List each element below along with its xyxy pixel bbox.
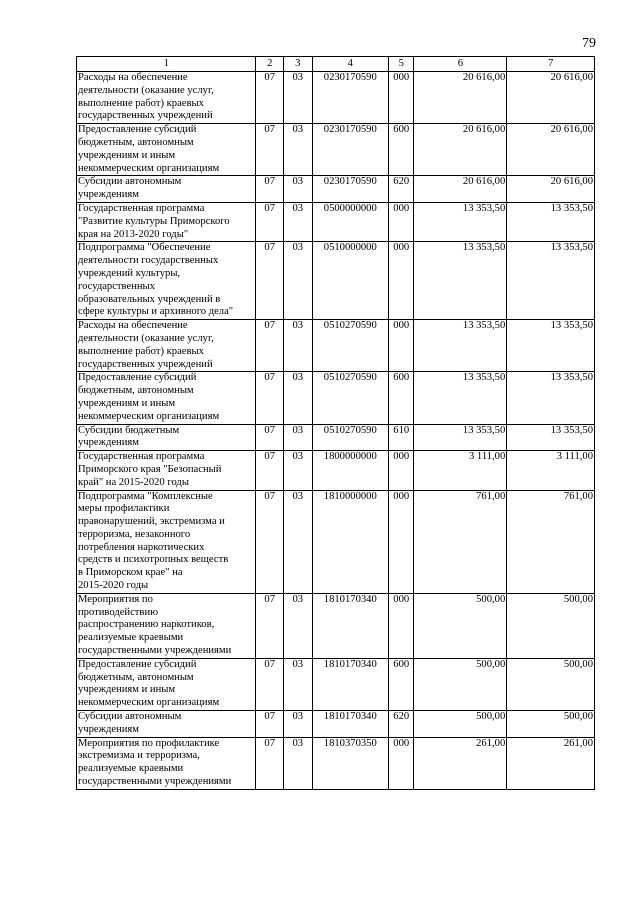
row-name-line: Расходы на обеспечение	[78, 320, 188, 332]
row-name-line: Предоставление субсидий	[78, 658, 197, 670]
amount-col6-cell: 13 353,50	[414, 424, 507, 451]
table-row	[77, 176, 595, 203]
amount-col7-cell: 500,00	[507, 593, 595, 658]
row-name-line: Расходы на обеспечение	[78, 72, 188, 83]
column-header-7: 7	[507, 57, 595, 72]
subsection-code-cell: 03	[283, 176, 312, 203]
subsection-code-cell: 03	[283, 658, 312, 710]
row-name-line: учреждениям и иным	[78, 149, 176, 161]
row-name-line: бюджетным, автономным	[78, 136, 194, 148]
row-name-line: правонарушений, экстремизма и	[78, 516, 225, 528]
row-name-line: государственных учреждений	[78, 110, 213, 122]
table-row	[77, 202, 595, 241]
target-article-cell: 0230170590	[312, 72, 388, 124]
amount-col6-cell: 500,00	[414, 711, 507, 738]
section-code-cell: 07	[256, 124, 284, 176]
section-code-cell: 07	[256, 372, 284, 424]
expense-type-cell: 000	[389, 451, 414, 490]
amount-col6-cell: 500,00	[414, 593, 507, 658]
column-header-1: 1	[77, 57, 256, 72]
row-name-line: государственными учреждениями	[78, 645, 232, 657]
row-name-line: Подпрограмма "Комплексные	[78, 490, 213, 502]
row-name-line: учреждениям	[78, 723, 139, 735]
section-code-cell: 07	[256, 176, 284, 203]
amount-col7-cell: 13 353,50	[507, 242, 595, 320]
row-name-line: потребления наркотических	[78, 541, 205, 553]
row-name-line: в Приморском крае" на	[78, 567, 183, 579]
row-name-cell	[77, 372, 256, 424]
row-name-cell	[77, 72, 256, 124]
amount-col7-cell: 20 616,00	[507, 72, 595, 124]
row-name-cell	[77, 711, 256, 738]
amount-col6-cell: 13 353,50	[414, 320, 507, 372]
amount-col6-cell: 20 616,00	[414, 72, 507, 124]
target-article-cell: 0500000000	[312, 202, 388, 241]
subsection-code-cell: 03	[283, 490, 312, 593]
table-row	[77, 320, 595, 372]
row-name-cell	[77, 202, 256, 241]
expense-type-cell: 610	[389, 424, 414, 451]
target-article-cell: 0230170590	[312, 124, 388, 176]
row-name-line: государственных	[78, 280, 155, 292]
row-name-line: некоммерческим организациям	[78, 410, 220, 422]
target-article-cell: 1810170340	[312, 711, 388, 738]
row-name-line: Субсидии автономным	[78, 711, 182, 723]
expense-type-cell: 600	[389, 124, 414, 176]
subsection-code-cell: 03	[283, 202, 312, 241]
expense-type-cell: 000	[389, 490, 414, 593]
row-name-line: учреждениям и иным	[78, 684, 176, 696]
row-name-line: Приморского края "Безопасный	[78, 463, 222, 475]
amount-col7-cell: 761,00	[507, 490, 595, 593]
subsection-code-cell: 03	[283, 72, 312, 124]
row-name-line: бюджетным, автономным	[78, 671, 194, 683]
row-name-cell	[77, 451, 256, 490]
row-name-line: государственными учреждениями	[78, 776, 232, 788]
row-name-line: Субсидии бюджетным	[78, 424, 180, 436]
subsection-code-cell: 03	[283, 372, 312, 424]
row-name-line: деятельности (оказание услуг,	[78, 332, 214, 344]
row-name-line: Предоставление субсидий	[78, 372, 197, 384]
row-name-line: деятельности (оказание услуг,	[78, 84, 214, 96]
amount-col7-cell: 261,00	[507, 737, 595, 789]
amount-col6-cell: 500,00	[414, 658, 507, 710]
column-header-4: 4	[312, 57, 388, 72]
target-article-cell: 0230170590	[312, 176, 388, 203]
row-name-cell	[77, 737, 256, 789]
row-name-line: деятельности государственных	[78, 255, 219, 267]
amount-col6-cell: 13 353,50	[414, 372, 507, 424]
subsection-code-cell: 03	[283, 737, 312, 789]
table-row	[77, 124, 595, 176]
table-row	[77, 593, 595, 658]
row-name-line: некоммерческим организациям	[78, 697, 220, 709]
row-name-line: Субсидии автономным	[78, 176, 182, 188]
subsection-code-cell: 03	[283, 424, 312, 451]
row-name-line: Мероприятия по профилактике	[78, 737, 220, 749]
target-article-cell: 1810170340	[312, 658, 388, 710]
section-code-cell: 07	[256, 593, 284, 658]
target-article-cell: 1810000000	[312, 490, 388, 593]
expense-type-cell: 600	[389, 658, 414, 710]
row-name-line: учреждений культуры,	[78, 267, 181, 279]
row-name-line: реализуемые краевыми	[78, 763, 184, 775]
expense-type-cell: 620	[389, 711, 414, 738]
table-row	[77, 737, 595, 789]
amount-col7-cell: 13 353,50	[507, 320, 595, 372]
row-name-cell	[77, 658, 256, 710]
row-name-line: средств и психотропных веществ	[78, 554, 229, 566]
amount-col7-cell: 13 353,50	[507, 424, 595, 451]
amount-col6-cell: 761,00	[414, 490, 507, 593]
row-name-line: Мероприятия по	[78, 593, 153, 605]
row-name-line: экстремизма и терроризма,	[78, 750, 200, 762]
row-name-cell	[77, 490, 256, 593]
row-name-line: сфере культуры и архивного дела"	[78, 306, 234, 318]
expense-type-cell: 600	[389, 372, 414, 424]
target-article-cell: 1810370350	[312, 737, 388, 789]
amount-col6-cell: 20 616,00	[414, 176, 507, 203]
column-header-5: 5	[389, 57, 414, 72]
header-row	[77, 57, 595, 72]
section-code-cell: 07	[256, 424, 284, 451]
table-row	[77, 451, 595, 490]
row-name-line: учреждениям	[78, 437, 139, 449]
row-name-line: Государственная программа	[78, 451, 205, 463]
subsection-code-cell: 03	[283, 242, 312, 320]
row-name-line: выполнение работ) краевых	[78, 345, 204, 357]
page-number: 79	[582, 36, 596, 51]
amount-col6-cell: 13 353,50	[414, 202, 507, 241]
expense-type-cell: 000	[389, 242, 414, 320]
section-code-cell: 07	[256, 202, 284, 241]
column-header-2: 2	[256, 57, 284, 72]
amount-col7-cell: 13 353,50	[507, 372, 595, 424]
row-name-line: государственных учреждений	[78, 358, 213, 370]
row-name-cell	[77, 593, 256, 658]
row-name-line: терроризма, незаконного	[78, 528, 191, 540]
section-code-cell: 07	[256, 242, 284, 320]
amount-col7-cell: 500,00	[507, 658, 595, 710]
subsection-code-cell: 03	[283, 711, 312, 738]
subsection-code-cell: 03	[283, 451, 312, 490]
target-article-cell: 0510270590	[312, 424, 388, 451]
table-row	[77, 490, 595, 593]
row-name-line: Государственная программа	[78, 202, 205, 214]
amount-col7-cell: 500,00	[507, 711, 595, 738]
expense-type-cell: 000	[389, 202, 414, 241]
table-body	[77, 72, 595, 790]
row-name-line: реализуемые краевыми	[78, 632, 184, 644]
row-name-line: выполнение работ) краевых	[78, 97, 204, 109]
column-header-3: 3	[283, 57, 312, 72]
expense-type-cell: 000	[389, 320, 414, 372]
table-row	[77, 72, 595, 124]
subsection-code-cell: 03	[283, 593, 312, 658]
section-code-cell: 07	[256, 711, 284, 738]
row-name-cell	[77, 424, 256, 451]
expense-type-cell: 000	[389, 737, 414, 789]
row-name-line: бюджетным, автономным	[78, 385, 194, 397]
row-name-line: учреждениям и иным	[78, 397, 176, 409]
row-name-line: край" на 2015-2020 годы	[78, 476, 189, 488]
row-name-line: некоммерческим организациям	[78, 162, 220, 174]
target-article-cell: 0510000000	[312, 242, 388, 320]
row-name-line: распространению наркотиков,	[78, 619, 215, 631]
amount-col7-cell: 3 111,00	[507, 451, 595, 490]
row-name-line: Предоставление субсидий	[78, 124, 197, 136]
section-code-cell: 07	[256, 490, 284, 593]
column-header-6: 6	[414, 57, 507, 72]
row-name-line: "Развитие культуры Приморского	[78, 215, 230, 227]
expense-type-cell: 000	[389, 593, 414, 658]
row-name-cell	[77, 176, 256, 203]
table-row	[77, 424, 595, 451]
row-name-cell	[77, 124, 256, 176]
section-code-cell: 07	[256, 320, 284, 372]
section-code-cell: 07	[256, 451, 284, 490]
row-name-line: края на 2013-2020 годы"	[78, 228, 189, 240]
row-name-cell	[77, 242, 256, 320]
row-name-line: меры профилактики	[78, 503, 170, 515]
row-name-line: учреждениям	[78, 189, 139, 201]
table-row	[77, 242, 595, 320]
amount-col7-cell: 20 616,00	[507, 176, 595, 203]
amount-col7-cell: 20 616,00	[507, 124, 595, 176]
subsection-code-cell: 03	[283, 320, 312, 372]
section-code-cell: 07	[256, 658, 284, 710]
expense-type-cell: 000	[389, 72, 414, 124]
row-name-cell	[77, 320, 256, 372]
target-article-cell: 1800000000	[312, 451, 388, 490]
section-code-cell: 07	[256, 72, 284, 124]
amount-col6-cell: 20 616,00	[414, 124, 507, 176]
section-code-cell: 07	[256, 737, 284, 789]
row-name-line: образовательных учреждений в	[78, 293, 221, 305]
table-row	[77, 372, 595, 424]
amount-col6-cell: 3 111,00	[414, 451, 507, 490]
target-article-cell: 0510270590	[312, 372, 388, 424]
budget-table	[76, 56, 595, 790]
target-article-cell: 0510270590	[312, 320, 388, 372]
row-name-line: противодействию	[78, 606, 159, 618]
subsection-code-cell: 03	[283, 124, 312, 176]
table-row	[77, 711, 595, 738]
row-name-line: Подпрограмма "Обеспечение	[78, 242, 211, 254]
amount-col6-cell: 13 353,50	[414, 242, 507, 320]
table-row	[77, 658, 595, 710]
row-name-line: 2015-2020 годы	[78, 580, 149, 592]
expense-type-cell: 620	[389, 176, 414, 203]
target-article-cell: 1810170340	[312, 593, 388, 658]
amount-col6-cell: 261,00	[414, 737, 507, 789]
amount-col7-cell: 13 353,50	[507, 202, 595, 241]
